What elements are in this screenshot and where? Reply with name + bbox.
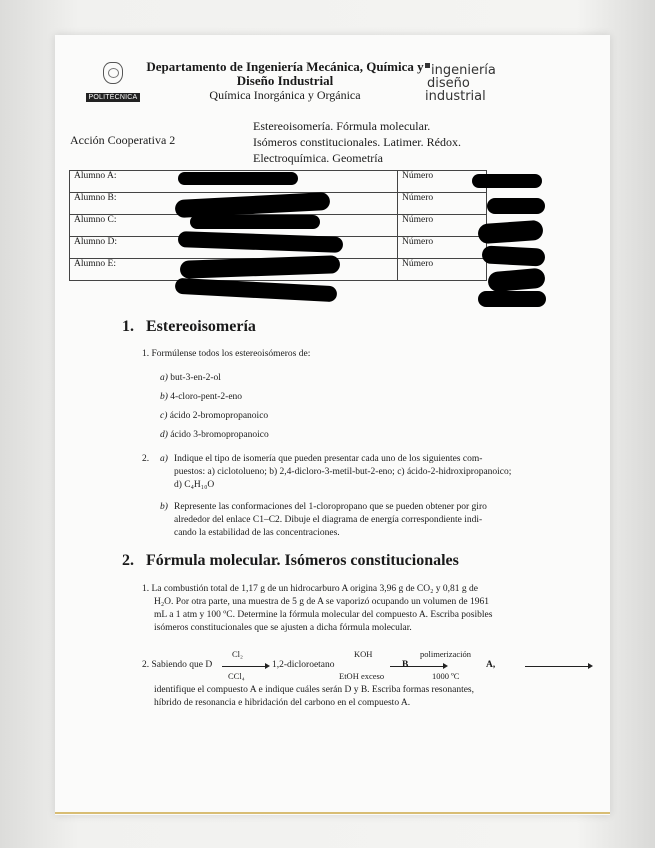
student-a-cell: Alumno A: xyxy=(70,171,398,193)
text-line: Indique el tipo de isomería que pueden presentar cada uno de los siguientes com- xyxy=(174,454,483,464)
section-2-heading xyxy=(122,552,459,570)
student-c-number: Número xyxy=(398,215,487,237)
scheme-compound-b: B xyxy=(402,660,409,670)
redaction-mark xyxy=(478,291,546,307)
department-line-2: Diseño Industrial xyxy=(236,73,334,88)
reaction-arrow-icon xyxy=(390,662,448,670)
redaction-mark xyxy=(487,198,545,214)
topic-line-1: Estereoisomería. Fórmula molecular. xyxy=(253,119,431,133)
topic-line-2: Isómeros constitucionales. Latimer. Rédox. xyxy=(253,135,461,149)
text-line: identifique el compuesto A e indique cuáles serán D y B. Escriba formas resonantes, xyxy=(154,685,475,695)
text-line: H₂O. Por otra parte, una muestra de 5 g de A se vaporizó ocupando un volumen de 1961 xyxy=(154,597,489,607)
department-line-1: Departamento de Ingeniería Mecánica, Química y xyxy=(146,59,424,74)
arrow-3-temperature: 1000 ºC xyxy=(432,671,460,681)
s1-q2b-label: b) xyxy=(160,502,168,512)
section-2-title: Fórmula molecular. Isómeros constitucionales xyxy=(146,552,459,569)
topic-line-3: Electroquímica. Geometría xyxy=(253,151,383,165)
item-text: 4-cloro-pent-2-eno xyxy=(170,392,243,402)
text-line: cando la estabilidad de las concentraciones. xyxy=(174,528,340,538)
scheme-compound-a: A, xyxy=(486,660,496,670)
item-text: but-3-en-2-ol xyxy=(170,373,221,383)
text-line: puestos: a) ciclotolueno; b) 2,4-dicloro-3-metil-but-2-eno; c) ácido-2-hidroxipropanoico; xyxy=(174,467,512,477)
list-item xyxy=(160,373,221,383)
item-label: c) xyxy=(160,411,168,421)
reaction-arrow-icon xyxy=(222,662,270,670)
list-item xyxy=(160,430,269,440)
redaction-mark xyxy=(482,245,546,266)
arrow-1-solvent: CCl₄ xyxy=(228,671,245,681)
list-item xyxy=(160,411,268,421)
arrow-1-reagent: Cl₂ xyxy=(232,649,243,659)
redaction-mark xyxy=(178,172,298,185)
sheet-bottom-edge xyxy=(55,812,610,814)
text-line: híbrido de resonancia e hibridación del carbono en el compuesto A. xyxy=(154,698,411,708)
student-e-number: Número xyxy=(398,259,487,281)
student-b-number: Número xyxy=(398,193,487,215)
logo-square-icon xyxy=(425,63,430,68)
logo-word-2: diseño xyxy=(427,76,470,91)
redaction-mark xyxy=(472,174,542,188)
university-seal-icon xyxy=(103,62,123,84)
arrow-2-solvent: EtOH exceso xyxy=(339,671,385,681)
section-1-number: 1. xyxy=(122,318,134,335)
arrow-3-condition: polimerización xyxy=(420,649,471,659)
topic-block xyxy=(253,118,533,166)
section-1-heading xyxy=(122,318,256,336)
s1-question-1: 1. Formúlense todos los estereoisómeros de: xyxy=(142,349,311,359)
list-item xyxy=(160,392,242,402)
student-d-cell: Alumno D: xyxy=(70,237,398,259)
logo-word-1: ingeniería xyxy=(431,63,496,78)
text-line: d) C₄H₁₀O xyxy=(174,480,215,490)
arrow-2-reagent: KOH xyxy=(354,649,373,659)
ingenieria-diseno-logo xyxy=(425,63,535,103)
student-c-cell: Alumno C: xyxy=(70,215,398,237)
text-line: isómeros constitucionales que se ajusten a dicha fórmula molecular. xyxy=(154,623,412,633)
text-line: Represente las conformaciones del 1-cloropropano que se pueden obtener por giro xyxy=(174,502,487,512)
redaction-mark xyxy=(190,215,320,229)
s2-question-1 xyxy=(142,583,562,635)
text-line: 1. La combustión total de 1,17 g de un hidrocarburo A origina 3,96 g de CO₂ y 0,81 g de xyxy=(142,584,479,594)
scheme-intermediate: 1,2-dicloroetano xyxy=(272,660,335,670)
item-text: ácido 3-bromopropanoico xyxy=(170,430,269,440)
department-title xyxy=(135,60,435,88)
logo-word-3: industrial xyxy=(425,89,486,104)
student-d-number: Número xyxy=(398,237,487,259)
section-2-number: 2. xyxy=(122,552,134,569)
reaction-arrow-icon xyxy=(525,662,593,670)
item-label: b) xyxy=(160,392,168,402)
s1-question-2-number: 2. xyxy=(142,454,150,464)
student-a-number: Número xyxy=(398,171,487,193)
s1-q2a-label: a) xyxy=(160,454,168,464)
scheme-start: 2. Sabiendo que D xyxy=(142,660,213,670)
section-1-title: Estereoisomería xyxy=(146,318,256,335)
activity-title: Acción Cooperativa 2 xyxy=(70,133,176,147)
text-line: mL a 1 atm y 100 ºC. Determine la fórmula molecular del compuesto A. Escriba posibles xyxy=(154,610,493,620)
item-label: d) xyxy=(160,430,168,440)
politecnica-logo-text: POLITÉCNICA xyxy=(86,93,141,102)
s2-question-2-text xyxy=(154,684,574,710)
student-e-cell: Alumno E: xyxy=(70,259,398,281)
politecnica-logo xyxy=(83,62,143,104)
item-label: a) xyxy=(160,373,168,383)
s1-q2b-text xyxy=(174,501,554,540)
subject-title: Química Inorgánica y Orgánica xyxy=(209,88,361,102)
s1-q2a-text xyxy=(174,453,554,492)
text-line: alrededor del enlace C1–C2. Dibuje el diagrama de energía correspondiente indi- xyxy=(174,515,483,525)
student-b-cell: Alumno B: xyxy=(70,193,398,215)
item-text: ácido 2-bromopropanoico xyxy=(169,411,269,421)
